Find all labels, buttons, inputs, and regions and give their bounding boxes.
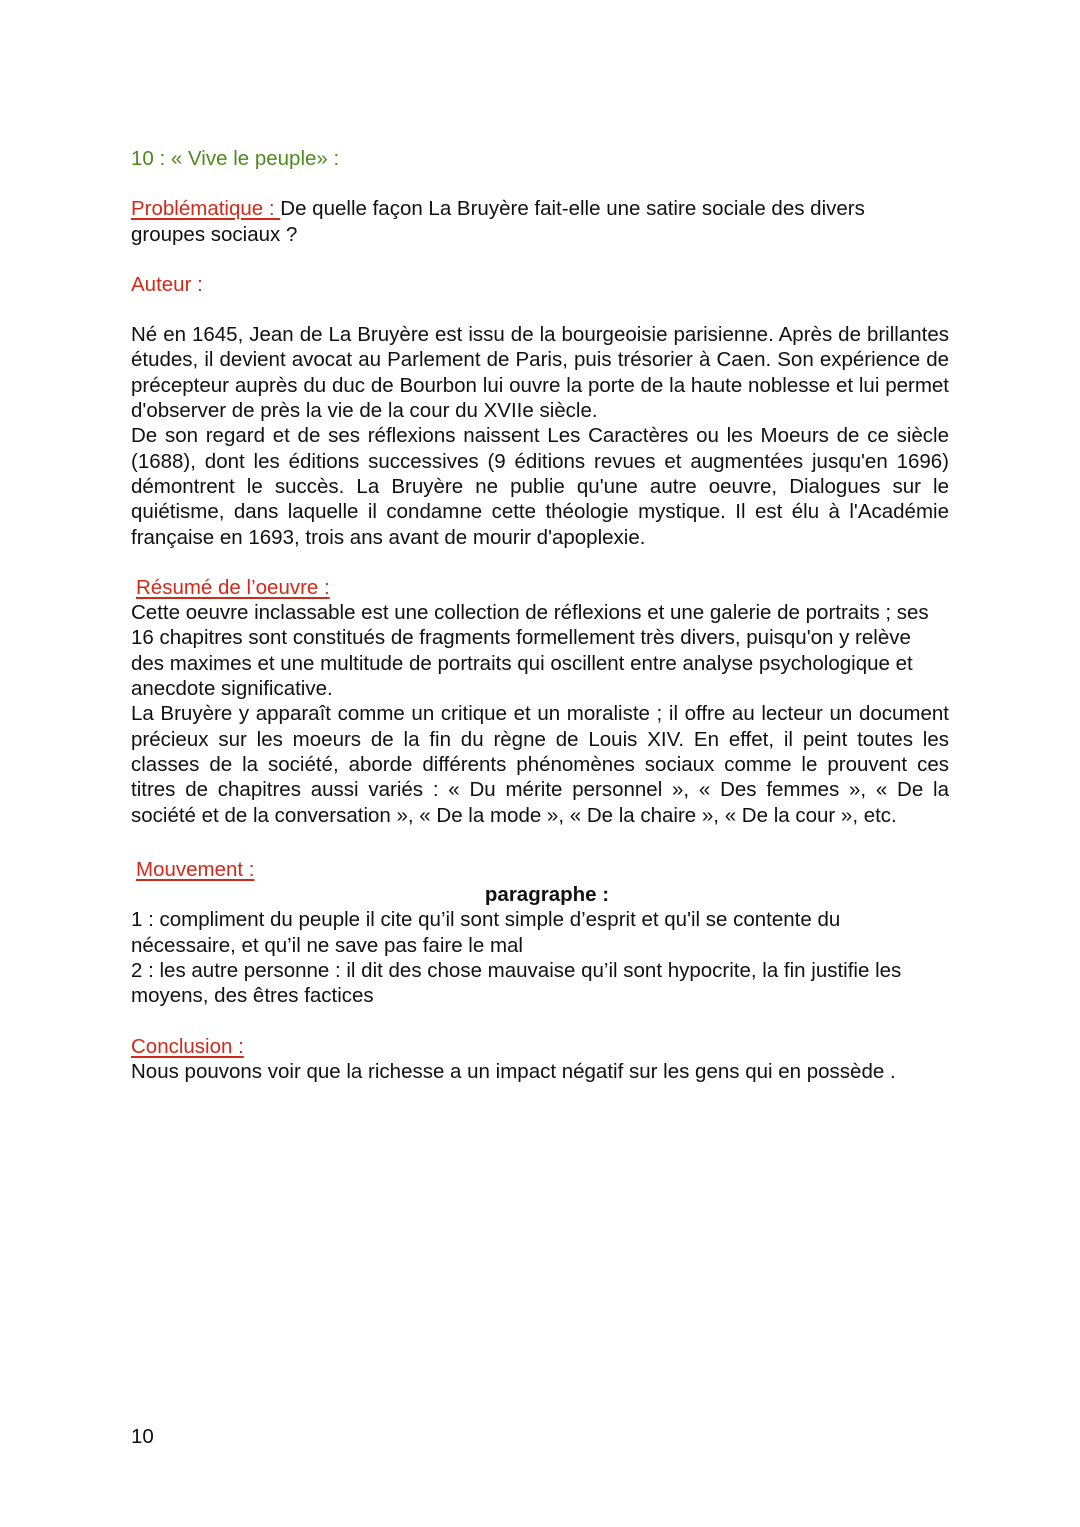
- resume-paragraph-2: La Bruyère y apparaît comme un critique et un moraliste ; il offre au lecteur un document précieux sur les moeurs de la fin du règne de Louis XIV. En effet, il peint toutes les classes de la société, aborde différents phénomènes sociaux comme le prouvent ces titres de chapitres aussi variés : « Du mérite personnel », « Des femmes », « De la société et de la conversation », « De la mode », « De la chaire », « De la cour », etc.: [131, 702, 949, 827]
- problematique-label: Problématique :: [131, 197, 281, 221]
- mouvement-item-1: 1 : compliment du peuple il cite qu’il sont simple d’esprit et qu'il se contente du nécessaire, et qu’il ne save pas faire le mal: [131, 908, 841, 957]
- resume-label: Résumé de l’oeuvre :: [136, 575, 330, 599]
- auteur-label: Auteur :: [131, 272, 203, 296]
- section-heading: 10 : « Vive le peuple» :: [131, 147, 340, 170]
- problematique-text: De quelle façon La Bruyère fait-elle une satire sociale des divers groupes sociaux ?: [131, 197, 865, 246]
- mouvement-item-2: 2 : les autre personne : il dit des chose mauvaise qu’il sont hypocrite, la fin justifie les moyens, des êtres factices: [131, 959, 902, 1008]
- auteur-paragraph-2: De son regard et de ses réflexions naissent Les Caractères ou les Moeurs de ce siècle (1688), dont les éditions successives (9 éditions revues et augmentées jusqu'en 1696) démontrent le succès. La Bruyère ne publie qu'une autre oeuvre, Dialogues sur le quiétisme, dans laquelle il condamne cette théologie mystique. Il est élu à l'Académie française en 1693, trois ans avant de mourir d'apoplexie.: [131, 424, 949, 549]
- conclusion-text: Nous pouvons voir que la richesse a un impact négatif sur les gens qui en possède .: [131, 1059, 896, 1083]
- page-content: [131, 146, 949, 1084]
- problematique-block: [131, 196, 921, 247]
- conclusion-label: Conclusion :: [131, 1034, 244, 1058]
- mouvement-label: Mouvement :: [136, 857, 255, 881]
- mouvement-subheading: paragraphe :: [484, 883, 610, 907]
- resume-paragraph-1: Cette oeuvre inclassable est une collection de réflexions et une galerie de portraits ; ses 16 chapitres sont constitués de fragments formellement très divers, puisqu'on y relève des maximes et une multitude de portraits qui oscillent entre analyse psychologique et anecdote significative.: [131, 601, 929, 701]
- page-number: 10: [131, 1425, 154, 1448]
- auteur-paragraph-1: Né en 1645, Jean de La Bruyère est issu de la bourgeoisie parisienne. Après de brillantes études, il devient avocat au Parlement de Paris, puis trésorier à Caen. Son expérience de précepteur auprès du duc de Bourbon lui ouvre la porte de la haute noblesse et lui permet d'observer de près la vie de la cour du XVIIe siècle.: [131, 323, 949, 423]
